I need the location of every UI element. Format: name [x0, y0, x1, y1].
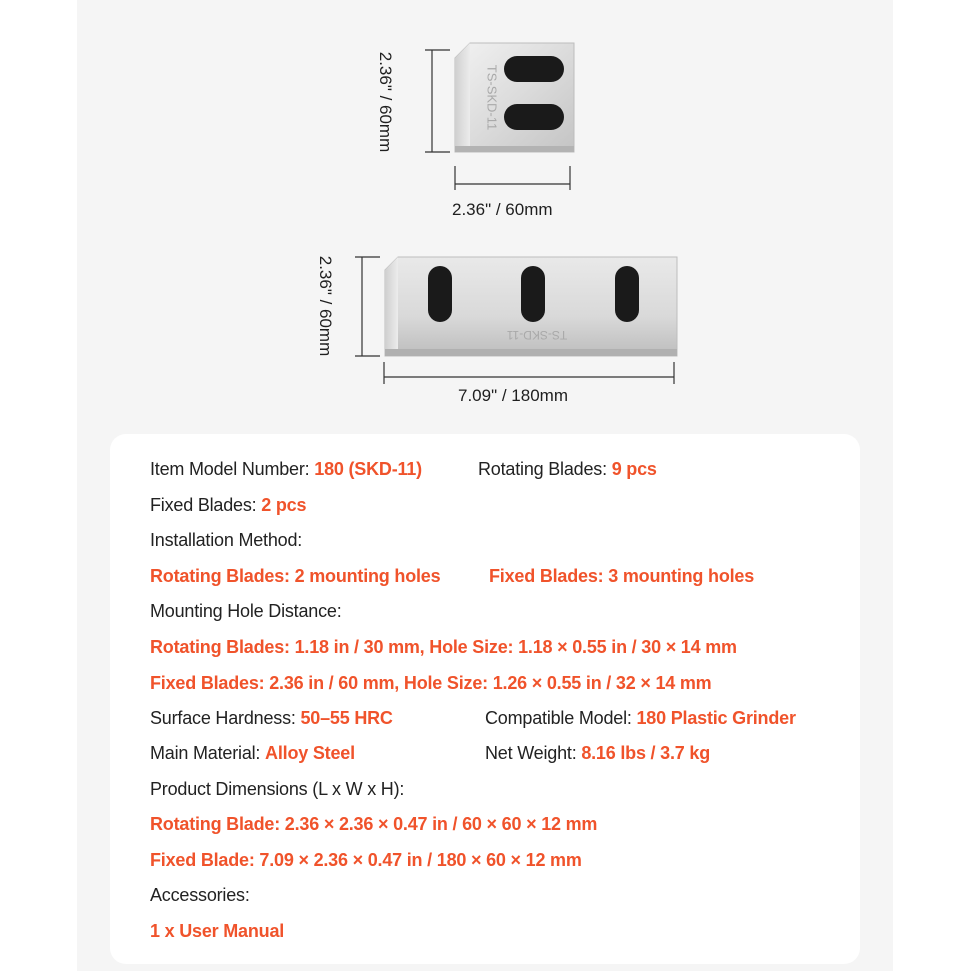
rotating-width-dimension [455, 166, 570, 190]
blade-diagram [0, 0, 970, 420]
spec-row-fixed-blades [150, 495, 306, 516]
rotating-blades-value: 9 pcs [611, 459, 657, 479]
item-model-value: 180 (SKD-11) [314, 459, 422, 479]
spec-row-rotating-blades [478, 459, 657, 480]
dimensions-fixed: Fixed Blade: 7.09 × 2.36 × 0.47 in / 180 × 60 × 12 mm [150, 850, 582, 870]
fixed-width-label: 7.09" / 180mm [458, 386, 568, 405]
weight-label: Net Weight: [485, 743, 582, 763]
installation-rotating: Rotating Blades: 2 mounting holes [150, 566, 441, 586]
rotating-width-label: 2.36" / 60mm [452, 200, 553, 219]
fixed-height-dimension [355, 257, 380, 356]
rotating-height-label: 2.36" / 60mm [376, 51, 395, 153]
fixed-width-dimension [384, 362, 674, 384]
installation-fixed: Fixed Blades: 3 mounting holes [489, 566, 755, 586]
weight-value: 8.16 lbs / 3.7 kg [581, 743, 710, 763]
spec-row-hardness [150, 708, 393, 729]
fixed-blades-value: 2 pcs [261, 495, 307, 515]
compatible-label: Compatible Model: [485, 708, 637, 728]
spec-row-weight [485, 743, 710, 764]
compatible-value: 180 Plastic Grinder [636, 708, 796, 728]
item-model-label: Item Model Number: [150, 459, 315, 479]
accessories-value: 1 x User Manual [150, 921, 285, 941]
accessories-label: Accessories: [150, 885, 250, 905]
dimensions-rotating: Rotating Blade: 2.36 × 2.36 × 0.47 in / 60 × 60 × 12 mm [150, 814, 598, 834]
rotating-blades-label: Rotating Blades: [478, 459, 612, 479]
dimensions-label: Product Dimensions (L x W x H): [150, 779, 405, 799]
fixed-blades-label: Fixed Blades: [150, 495, 262, 515]
material-label: Main Material: [150, 743, 266, 763]
rotating-blade-engraving: TS-SKD-11 [484, 64, 500, 131]
hole-distance-rotating: Rotating Blades: 1.18 in / 30 mm, Hole Size: 1.18 × 0.55 in / 30 × 14 mm [150, 637, 737, 657]
spec-row-model [150, 459, 422, 480]
hardness-label: Surface Hardness: [150, 708, 301, 728]
material-value: Alloy Steel [265, 743, 355, 763]
installation-label: Installation Method: [150, 530, 303, 550]
hardness-value: 50–55 HRC [300, 708, 393, 728]
spec-row-material [150, 743, 355, 764]
rotating-blade-image [455, 43, 574, 152]
fixed-height-label: 2.36" / 60mm [316, 255, 335, 357]
rotating-height-dimension [425, 50, 450, 152]
fixed-blade-engraving: TS-SKD-11 [506, 328, 568, 342]
hole-distance-label: Mounting Hole Distance: [150, 601, 342, 621]
hole-distance-fixed: Fixed Blades: 2.36 in / 60 mm, Hole Size: 1.26 × 0.55 in / 32 × 14 mm [150, 673, 712, 693]
spec-row-compatible [485, 708, 796, 729]
